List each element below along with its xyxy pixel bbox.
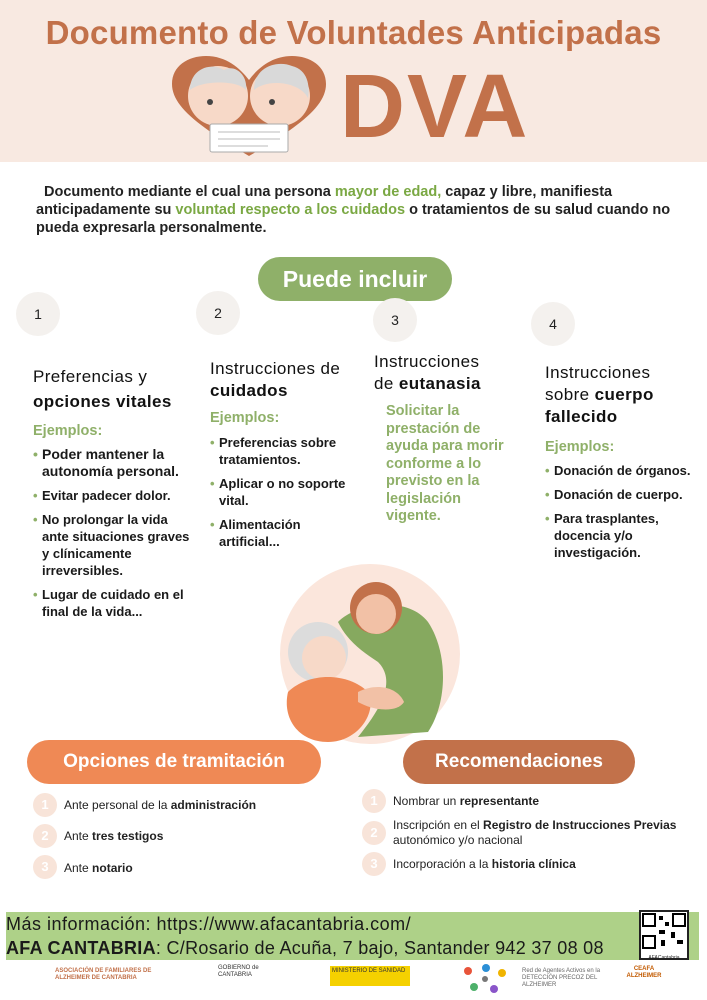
- column-1-title-a: Preferencias y: [33, 367, 148, 386]
- recomendaciones-item-1-a: Nombrar un: [393, 794, 460, 808]
- list-item: • Donación de cuerpo.: [545, 486, 695, 503]
- column-4-list: [545, 462, 695, 568]
- recomendaciones-item-2-a: Inscripción en el: [393, 818, 484, 832]
- list-item: • Aplicar o no soporte vital.: [210, 475, 360, 509]
- list-item: • Lugar de cuidado en el final de la vida...: [33, 586, 195, 620]
- column-3-title: [374, 351, 504, 395]
- column-3-title-a: Instrucciones de: [374, 352, 480, 393]
- recomendaciones-number-3: 3: [362, 852, 386, 876]
- recomendaciones-heading: Recomendaciones: [403, 740, 635, 784]
- column-4-title-b: cuerpo fallecido: [545, 385, 654, 426]
- recomendaciones-item-2: [393, 818, 693, 848]
- opciones-item-3-b: notario: [92, 861, 133, 875]
- opciones-item-2: [64, 829, 354, 844]
- recomendaciones-item-3-a: Incorporación a la: [393, 857, 492, 871]
- heart-couple-illustration: [168, 56, 330, 160]
- list-item: • Para trasplantes, docencia y/o investigación.: [545, 510, 695, 561]
- list-item: • Donación de órganos.: [545, 462, 695, 479]
- recomendaciones-item-3-b: historia clínica: [491, 857, 576, 871]
- column-2-title-b: cuidados: [210, 381, 288, 400]
- column-1-title-b: opciones vitales: [33, 392, 172, 411]
- recomendaciones-number-2: 2: [362, 821, 386, 845]
- opciones-item-1-b: administración: [170, 798, 257, 812]
- column-2-number: 2: [196, 291, 240, 335]
- opciones-number-2: 2: [33, 824, 57, 848]
- column-1-title: [33, 366, 203, 413]
- org-name: AFA CANTABRIA: [6, 938, 156, 958]
- network-dots-logo: [460, 963, 510, 995]
- intro-text-3: o tratamientos de su salud cuando no pueda expresarla personalmente.: [36, 202, 671, 236]
- list-item: • No prolongar la vida ante situaciones graves y clínicamente irreversibles.: [33, 511, 195, 579]
- opciones-item-2-a: Ante: [64, 829, 93, 843]
- ceafa-logo: CEAFA ALZHEIMER: [626, 966, 662, 979]
- opciones-item-1-a: Ante personal de la: [64, 798, 171, 812]
- afa-logo: ASOCIACIÓN DE FAMILIARES DE ALZHEIMER DE CANTABRIA: [55, 968, 152, 981]
- column-2-title-a: Instrucciones de: [210, 359, 341, 378]
- recomendaciones-number-1: 1: [362, 789, 386, 813]
- list-item: • Alimentación artificial...: [210, 516, 360, 550]
- more-info-link[interactable]: Más información: https://www.afacantabria.com/: [6, 914, 412, 934]
- column-1-list: [33, 446, 195, 627]
- list-item: • Poder mantener la autonomía personal.: [33, 446, 195, 480]
- list-item: • Evitar padecer dolor.: [33, 487, 195, 504]
- column-4-title: [545, 362, 685, 428]
- column-1-examples-label: Ejemplos:: [33, 423, 103, 439]
- address-line: [6, 938, 604, 959]
- acronym-dva: DVA: [340, 57, 530, 157]
- opciones-number-3: 3: [33, 855, 57, 879]
- column-4-number: 4: [531, 302, 575, 346]
- ministerio-logo: MINISTERIO DE SANIDAD: [330, 966, 410, 986]
- column-3-number: 3: [373, 298, 417, 342]
- qr-caption: AFACantabria: [648, 955, 680, 961]
- opciones-heading: Opciones de tramitación: [27, 740, 321, 784]
- qr-code[interactable]: [639, 910, 689, 960]
- opciones-item-1: [64, 798, 354, 813]
- column-2-examples-label: Ejemplos:: [210, 410, 280, 426]
- opciones-item-2-b: tres testigos: [92, 829, 164, 843]
- recomendaciones-item-1: [393, 794, 693, 809]
- column-4-title-a: Instrucciones sobre: [545, 363, 651, 404]
- opciones-item-3: [64, 861, 354, 876]
- column-3-title-b: eutanasia: [398, 374, 481, 393]
- intro-highlight-1: mayor de edad,: [334, 184, 442, 200]
- recomendaciones-item-2-c: autonómico y/o nacional: [393, 833, 523, 847]
- opciones-number-1: 1: [33, 793, 57, 817]
- column-2-list: [210, 434, 360, 557]
- intro-text-2: capaz y libre, manifiesta anticipadamente su: [36, 184, 613, 218]
- intro-paragraph: [36, 183, 686, 237]
- recomendaciones-item-3: [393, 857, 693, 872]
- page-title: Documento de Voluntades Anticipadas: [45, 14, 662, 51]
- recomendaciones-item-2-b: Registro de Instrucciones Previas: [483, 818, 677, 832]
- address-text: : C/Rosario de Acuña, 7 bajo, Santander 942 37 08 08: [155, 938, 604, 958]
- puede-incluir-heading: Puede incluir: [258, 257, 452, 301]
- gobierno-logo: GOBIERNO de CANTABRIA: [218, 965, 259, 978]
- column-4-examples-label: Ejemplos:: [545, 439, 615, 455]
- list-item: • Preferencias sobre tratamientos.: [210, 434, 360, 468]
- red-agentes-logo: Red de Agentes Activos en la DETECCIÓN PRECOZ DEL ALZHEIMER: [522, 968, 601, 988]
- qr-code-pattern: [641, 912, 687, 950]
- intro-highlight-2: voluntad respecto a los cuidados: [175, 202, 406, 218]
- column-2-title: [210, 358, 350, 402]
- opciones-item-3-a: Ante: [64, 861, 93, 875]
- caregiver-hug-illustration: [258, 562, 468, 752]
- column-3-text: Solicitar la prestación de ayuda para morir conforme a lo previsto en la legislación vigente.: [386, 403, 504, 524]
- column-1-number: 1: [16, 292, 60, 336]
- intro-text-1: Documento mediante el cual una persona: [44, 184, 335, 200]
- recomendaciones-item-1-b: representante: [459, 794, 540, 808]
